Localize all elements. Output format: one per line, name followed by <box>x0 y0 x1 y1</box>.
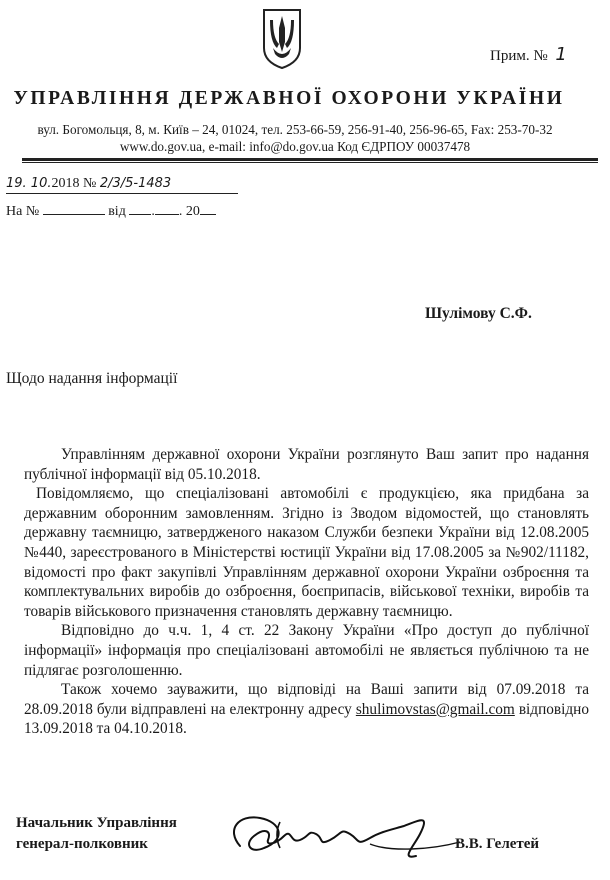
reference-line: На № від . . 20 <box>6 202 216 220</box>
reference-month-blank <box>155 202 179 215</box>
contacts-address-line: вул. Богомольця, 8, м. Київ – 24, 01024, тел. 253-66-59, 256-91-40, 256-96-65, Fax: 253-70-32 <box>37 122 553 137</box>
recipient-name: Шулімову С.Ф. <box>425 305 532 322</box>
letter-body <box>24 445 589 739</box>
signer-rank: генерал-полковник <box>16 836 148 852</box>
body-paragraph-2: Повідомляємо, що спеціалізовані автомобілі є продукцією, яка придбана за державним оборонним замовленням. Згідно із Зводом відомостей, що становлять державну таємницю, затвердженого наказом Служби безпеки України від 12.08.2005 №440, зареєстрованого в Міністерстві юстиції України від 17.08.2005 за №902/11182, відомості про факт закупівлі Управлінням державної охорони України озброєння та комплектувальних виробів до озброєння, боєприпасів, військової техніки, виробів та товарів військового призначення становлять державну таємницю. <box>24 485 589 620</box>
letter-subject: Щодо надання інформації <box>6 370 178 387</box>
body-paragraph-4-text: Також хочемо зауважити, що відповіді на Ваші запити від 07.09.2018 та 28.09.2018 були відправлені на електронну адресу <box>24 681 589 718</box>
reference-number-blank <box>43 202 105 215</box>
contacts-web-line: www.do.gov.ua, e-mail: info@do.gov.ua Код ЄДРПОУ 00037478 <box>119 139 471 154</box>
registration-underline <box>6 193 238 194</box>
body-paragraph-1: Управлінням державної охорони України розглянуто Ваш запит про надання публічної інформації від 05.10.2018. <box>24 446 589 483</box>
reference-day-blank <box>129 202 151 215</box>
signer-name: В.В. Гелетей <box>455 836 540 852</box>
header-divider-thin <box>22 162 598 163</box>
reference-prefix: На № <box>6 204 40 219</box>
tryzub-emblem-icon <box>262 8 302 70</box>
registration-number: 2/3/5-1483 <box>99 176 172 191</box>
registration-year: 2018 № <box>51 176 97 191</box>
attachment-label: Прим. № <box>490 48 548 64</box>
registration-line <box>6 176 246 196</box>
signer-position: Начальник Управління <box>16 815 177 831</box>
registration-date: 19. 10. <box>6 176 52 191</box>
body-paragraph-4 <box>24 680 589 739</box>
reference-year: 20 <box>185 204 200 219</box>
body-paragraph-3: Відповідно до ч.ч. 1, 4 ст. 22 Закону України «Про доступ до публічної інформації» інформація про спеціалізовані автомобілі не являється публічною та не підлягає розголошенню. <box>24 622 589 679</box>
organization-title: УПРАВЛІННЯ ДЕРЖАВНОЇ ОХОРОНИ УКРАЇНИ <box>13 88 565 109</box>
email-link[interactable]: shulimovstas@gmail.com <box>355 700 515 718</box>
attachment-mark <box>490 44 567 65</box>
header-divider-thick <box>22 158 598 161</box>
reference-year-blank <box>200 202 216 215</box>
attachment-number: 1 <box>555 44 567 65</box>
reference-from: від <box>108 204 126 219</box>
body-paragraph-4-tail: відповідно 13.09.2018 та 04.10.2018. <box>24 700 589 738</box>
handwritten-signature <box>220 800 470 870</box>
